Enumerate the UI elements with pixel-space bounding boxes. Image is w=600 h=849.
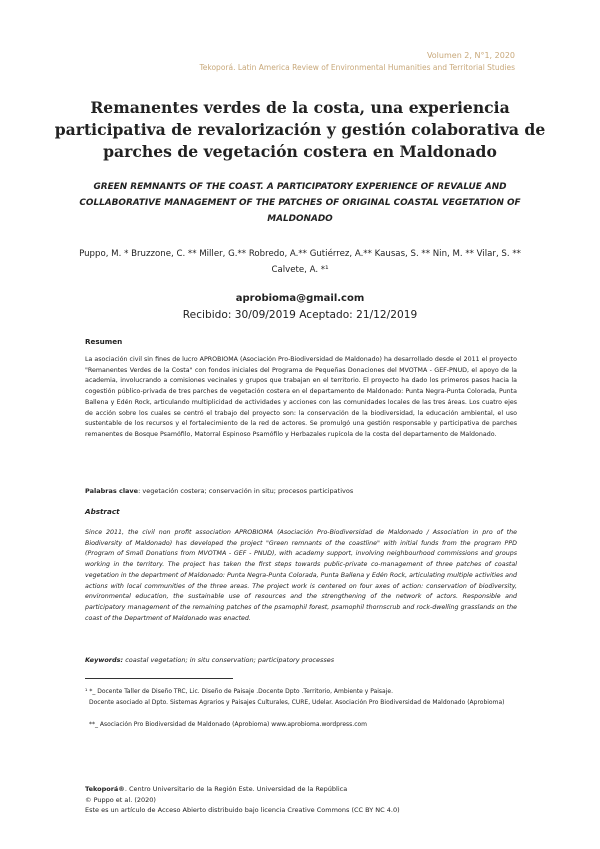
contact-email[interactable]: aprobioma@gmail.com bbox=[235, 293, 365, 304]
article-title: Remanentes verdes de la costa, una experiencia participativa de revalorización y gestión colaborativa de parches de vegetación costera en Maldonado bbox=[54, 98, 546, 161]
footer-brand: Tekoporá® bbox=[85, 785, 125, 793]
keywords-text: coastal vegetation; in situ conservation; participatory processes bbox=[123, 656, 335, 664]
journal-name: Tekoporá. Latin America Review of Environmental Humanities and Territorial Studies bbox=[199, 63, 515, 72]
footnote-2: **_ Asociación Pro Biodiversidad de Maldonado (Aprobioma) www.aprobioma.wordpress.com bbox=[89, 721, 368, 728]
footer-institution-text: . Centro Universitario de la Región Este. Universidad de la República bbox=[124, 785, 348, 793]
author-list: Puppo, M. * Bruzzone, C. ** Miller, G.** Robredo, A.** Gutiérrez, A.** Kausas, S. ** Nin, M. ** Vilar, S. ** Calvete, A. *¹ bbox=[79, 249, 521, 275]
palabras-clave bbox=[85, 487, 517, 495]
abstract-text: Since 2011, the civil non profit association APROBIOMA (Asociación Pro-Biodiversidad de Maldonado / Association in pro of the Biodiversity of Maldonado) has developed the project "Green remnants of the coastline" with initial funds from the program PPD (Program of Small Donations from MVOTMA - GEF - PNUD), with academy support, involving neighbourhood commissions and groups working in the territory. The project has taken the first steps towards public-private co-management of three patches of coastal vegetation in the department of Maldonado: Punta Negra-Punta Colorada, Punta Ballena y Edén Rock, articulating multiple activities and actions with local communities of the three areas. The project work is centered on four axes of action: conservation of biodiversity, environmental education, the sustainable use of resources and the strengthening of the network of actors. Responsible and participatory management of the remaining patches of the psamophil forest, psamophil thornscrub and rock-dwelling grasslands on the coast of the Department of Maldonado was enacted. bbox=[85, 529, 517, 622]
keywords bbox=[85, 656, 517, 664]
resumen-text: La asociación civil sin fines de lucro APROBIOMA (Asociación Pro-Biodiversidad de Maldonado) ha desarrollado desde el 2011 el proyecto "Remanentes Verdes de la Costa" con fondos iniciales del Programa de Pequeñas Donaciones del MVOTMA - GEF-PNUD, el apoyo de la academia, involucrando a comisiones vecinales y grupos que trabajan en el territorio. El proyecto ha dado los primeros pasos hacia la cogestión público-privada de tres parches de vegetación costera en el departamento de Maldonado: Punta Negra-Punta Colorada, Punta Ballena y Edén Rock, articulando multiplicidad de actividades y acciones con las comunidades locales de las tres áreas. Los cuatro ejes de acción sobre los cuales se centró el trabajo del proyecto son: la conservación de la biodiversidad, la educación ambiental, el uso sustentable de los recursos y el fortalecimiento de la red de actores. Se promulgó una gestión responsable y participativa de parches remanentes de Bosque Psamófilo, Matorral Espinoso Psamófilo y Herbazales rupícola de la costa del departamento de Maldonado. bbox=[85, 356, 517, 438]
keywords-label: Keywords: bbox=[85, 656, 124, 664]
footer-copyright: © Puppo et al. (2020) bbox=[85, 795, 156, 804]
abstract-heading: Abstract bbox=[85, 507, 120, 516]
footnote-divider bbox=[85, 678, 233, 679]
footer-institution bbox=[85, 784, 525, 795]
page-footer bbox=[85, 784, 525, 816]
english-title: GREEN REMNANTS OF THE COAST. A PARTICIPATORY EXPERIENCE OF REVALUE AND COLLABORATIVE MANAGEMENT OF THE PATCHES OF ORIGINAL COASTAL VEGETATION OF MALDONADO bbox=[79, 182, 521, 224]
footer-license: Este es un artículo de Acceso Abierto distribuido bajo licencia Creative Commons (CC BY NC 4.0) bbox=[85, 806, 400, 814]
volume-info: Volumen 2, N°1, 2020 bbox=[426, 51, 515, 60]
palabras-clave-label: Palabras clave bbox=[85, 487, 139, 495]
resumen-heading: Resumen bbox=[85, 337, 123, 346]
received-accepted-dates: Recibido: 30/09/2019 Aceptado: 21/12/2019 bbox=[182, 309, 418, 321]
footnote-1-continued: Docente asociado al Dpto. Sistemas Agrarios y Paisajes Culturales, CURE, Udelar. Asociación Pro Biodiversidad de Maldonado (Aprobioma) bbox=[89, 699, 505, 706]
footnote-1: ¹ *_ Docente Taller de Diseño TRC, Lic. Diseño de Paisaje .Docente Dpto .Territorio, Ambiente y Paisaje. bbox=[85, 688, 393, 695]
palabras-clave-text: : vegetación costera; conservación in situ; procesos participativos bbox=[138, 487, 354, 495]
